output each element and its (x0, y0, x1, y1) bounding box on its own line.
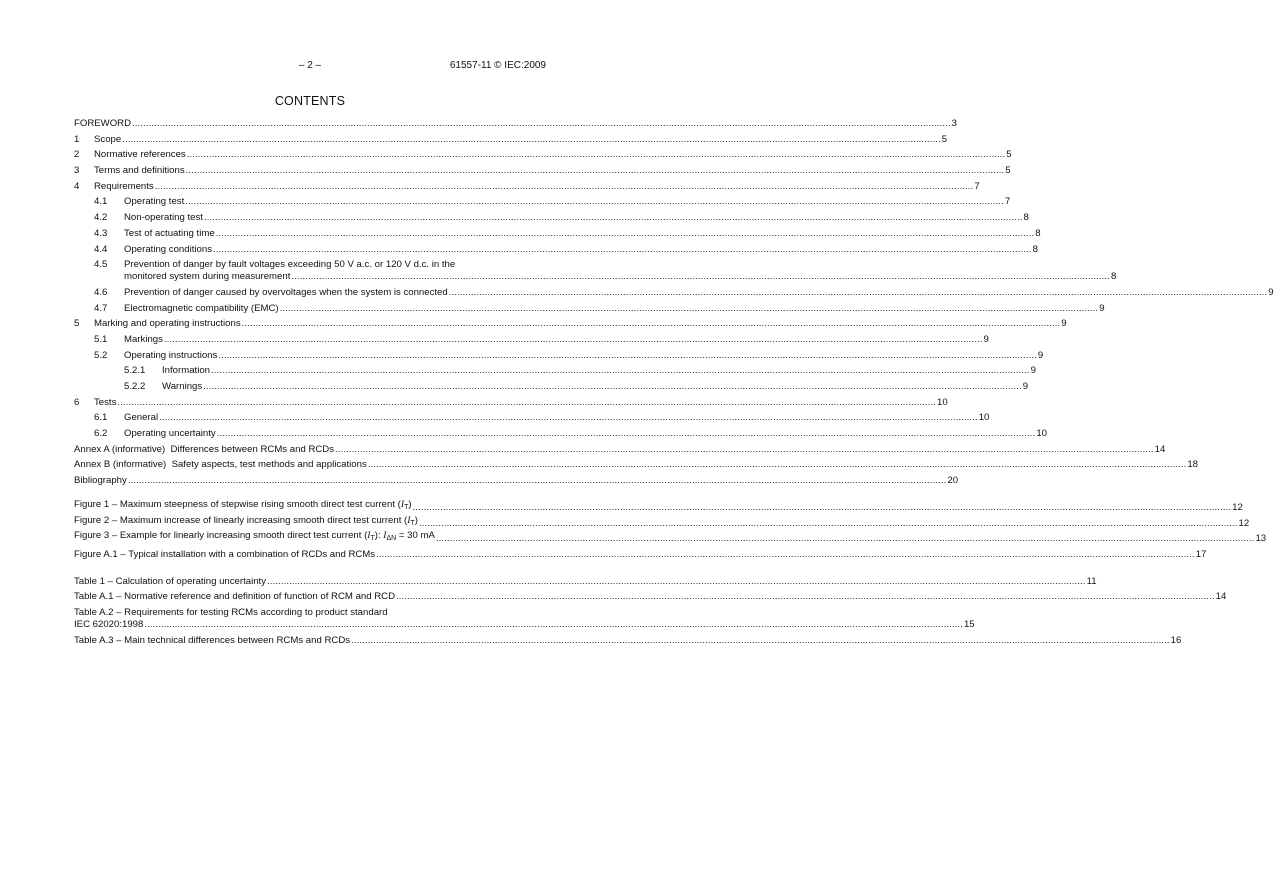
toc-number: 4.1 (94, 196, 108, 208)
figure-title: Figure 2 – Maximum increase of linearly increasing smooth direct test current $(I_T)$ (74, 514, 418, 527)
dot-leader (128, 475, 947, 487)
toc-number: 4.6 (94, 286, 108, 298)
toc-number: 4.7 (94, 302, 108, 314)
toc-entry-information[interactable] (74, 365, 1036, 377)
toc-entry-terms-definitions[interactable] (74, 165, 1011, 177)
toc-page: 14 (1215, 591, 1227, 603)
toc-entry-emc[interactable] (74, 302, 1105, 315)
toc-title: FOREWORD (74, 118, 132, 129)
table-entry-a2[interactable] (74, 606, 975, 631)
dot-leader (267, 576, 1086, 588)
toc-page: 3 (951, 118, 957, 129)
toc-entry-marking[interactable] (74, 318, 1067, 330)
toc-page: 17 (1195, 548, 1207, 560)
toc-title: Annex B (informative) Safety aspects, test methods and applications (74, 459, 367, 471)
toc-title: Test of actuating time (124, 227, 215, 239)
figure-title: Figure 1 – Maximum steepness of stepwise rising smooth direct test current $(I_T)$ (74, 498, 412, 511)
toc-title: Bibliography (74, 475, 127, 487)
toc-title-line2: monitored system during measurement (124, 271, 291, 283)
toc-page: 9 (1061, 318, 1067, 330)
toc-entry-operating-test[interactable] (74, 196, 1011, 208)
toc-number: 5.2.1 (124, 365, 146, 377)
dot-leader (351, 635, 1170, 647)
toc-title: Requirements (94, 180, 154, 192)
toc-entry-overvoltages[interactable] (74, 286, 1274, 299)
figure-entry-1[interactable] (74, 498, 1243, 514)
table-title: Table A.1 – Normative reference and definition of function of RCM and RCD (74, 591, 396, 603)
toc-entry-tests[interactable] (74, 396, 948, 409)
toc-page: 14 (1154, 443, 1166, 455)
toc-entry-actuating-time[interactable] (74, 227, 1041, 240)
toc-number: 6 (74, 396, 80, 408)
toc-title: Marking and operating instructions (94, 318, 241, 330)
toc-number: 5 (74, 318, 80, 330)
toc-page: 11 (1086, 575, 1097, 587)
dot-leader (368, 459, 1187, 471)
dot-leader (144, 619, 963, 631)
table-title-line1: Table A.2 – Requirements for testing RCMs according to product standard (74, 606, 388, 618)
toc-number: 6.2 (94, 428, 108, 440)
toc-number: 4.5 (94, 259, 108, 271)
toc-entry-operating-conditions[interactable] (74, 243, 1038, 256)
toc-title: Scope (94, 133, 122, 145)
toc-page: 10 (1036, 428, 1047, 440)
dot-leader (280, 303, 1099, 315)
toc-page: 15 (963, 618, 975, 630)
toc-number: 3 (74, 165, 80, 177)
toc-entry-annex-b[interactable] (74, 459, 1199, 471)
dot-leader (155, 181, 974, 193)
dot-leader (376, 549, 1195, 561)
toc-page: 5 (1005, 165, 1011, 177)
toc-title: Terms and definitions (94, 165, 185, 177)
dot-leader (117, 397, 936, 409)
toc-page: 7 (1004, 196, 1011, 208)
toc-title: Warnings (162, 381, 203, 392)
dot-leader (187, 149, 1006, 161)
table-title: Table 1 – Calculation of operating uncertainty (74, 575, 266, 587)
toc-page: 9 (1030, 365, 1036, 377)
dot-leader (211, 365, 1030, 377)
toc-title: Prevention of danger caused by overvoltages when the system is connected (124, 286, 448, 298)
dot-leader (159, 412, 978, 424)
toc-page: 20 (947, 475, 959, 487)
dot-leader (216, 228, 1035, 240)
toc-entry-warnings[interactable] (74, 381, 1029, 393)
toc-number: 5.2 (94, 349, 108, 361)
table-of-contents (74, 118, 1274, 650)
toc-entry-scope[interactable] (74, 133, 948, 146)
table-title: Table A.3 – Main technical differences between RCMs and RCDs (74, 634, 351, 646)
toc-number: 1 (74, 133, 80, 145)
toc-number: 5.1 (94, 333, 108, 345)
table-entry-1[interactable] (74, 575, 1097, 588)
toc-title: Normative references (94, 149, 186, 161)
dot-leader (204, 212, 1023, 224)
toc-title: Electromagnetic compatibility (EMC) (124, 302, 279, 314)
toc-number: 4.4 (94, 243, 108, 255)
toc-page: 9 (1022, 381, 1029, 392)
toc-number: 5.2.2 (124, 381, 146, 392)
dot-leader (213, 244, 1032, 256)
toc-page: 13 (1255, 533, 1267, 545)
toc-page: 8 (1032, 243, 1038, 255)
toc-page: 8 (1035, 227, 1041, 239)
figure-entry-a1[interactable] (74, 548, 1207, 561)
toc-number: 4.2 (94, 212, 108, 224)
toc-title: Operating instructions (124, 349, 218, 361)
dot-leader (164, 334, 983, 346)
dot-leader (185, 196, 1004, 208)
page-header (74, 60, 546, 74)
toc-entry-fault-voltages[interactable] (74, 259, 1117, 283)
toc-entry-operating-uncertainty[interactable] (74, 428, 1047, 440)
toc-entry-normative-references[interactable] (74, 149, 1012, 161)
section-gap (74, 565, 546, 576)
dot-leader (132, 118, 951, 130)
dot-leader (291, 271, 1110, 283)
dot-leader (396, 591, 1215, 603)
toc-page: 16 (1170, 634, 1182, 646)
toc-page: 9 (1099, 302, 1105, 314)
toc-page: 18 (1187, 459, 1199, 471)
toc-page: 7 (974, 180, 980, 192)
toc-page: 9 (1268, 286, 1274, 298)
dot-leader (218, 350, 1037, 362)
toc-page: 10 (978, 412, 990, 424)
table-title-line2: IEC 62020:1998 (74, 618, 144, 630)
figure-title: Figure 3 – Example for linearly increasing smooth direct test current $(I_T)$: $I_{\Delta N} = 30$ mA (74, 530, 435, 543)
toc-entry-operating-instructions[interactable] (74, 349, 1044, 362)
dot-leader (413, 502, 1232, 514)
table-entry-a1[interactable] (74, 591, 1227, 603)
toc-title: Markings (124, 333, 163, 345)
toc-entry-requirements[interactable] (74, 180, 980, 193)
dot-leader (203, 381, 1022, 393)
toc-title: Operating uncertainty (124, 428, 216, 440)
toc-page: 8 (1023, 212, 1029, 224)
toc-title: Operating test (124, 196, 185, 208)
toc-page: 5 (941, 133, 948, 145)
dot-leader (449, 287, 1268, 299)
toc-page: 10 (936, 396, 948, 408)
dot-leader (122, 134, 941, 146)
page-number: – 2 – (298, 60, 322, 71)
toc-page: 9 (1037, 349, 1044, 361)
figure-title: Figure A.1 – Typical installation with a combination of RCDs and RCMs (74, 548, 376, 560)
toc-entry-general[interactable] (74, 412, 990, 424)
toc-title: Annex A (informative) Differences between RCMs and RCDs (74, 443, 335, 455)
toc-entry-non-operating-test[interactable] (74, 212, 1029, 224)
toc-page: 9 (983, 333, 989, 345)
dot-leader (335, 444, 1154, 456)
toc-title-line1: Prevention of danger by fault voltages exceeding 50 V a.c. or 120 V d.c. in the (124, 259, 456, 271)
figure-entry-3[interactable] (74, 530, 1267, 545)
toc-number: 2 (74, 149, 80, 161)
toc-page: 5 (1006, 149, 1012, 161)
toc-title: General (124, 412, 159, 424)
toc-entry-markings[interactable] (74, 333, 989, 346)
toc-entry-foreword[interactable] (74, 118, 957, 130)
toc-number: 6.1 (94, 412, 108, 424)
toc-title: Non-operating test (124, 212, 203, 224)
figure-entry-2[interactable] (74, 514, 1250, 530)
toc-title: Information (162, 365, 210, 377)
dot-leader (242, 318, 1061, 330)
toc-page: 12 (1232, 501, 1243, 513)
document-reference: 61557-11 © IEC:2009 (449, 60, 546, 71)
toc-entry-annex-a[interactable] (74, 443, 1166, 456)
dot-leader (217, 428, 1036, 440)
toc-number: 4.3 (94, 227, 108, 239)
toc-number: 4 (74, 180, 80, 192)
dot-leader (186, 165, 1005, 177)
toc-page: 12 (1238, 517, 1250, 529)
toc-title: Operating conditions (124, 243, 212, 255)
toc-page: 8 (1110, 271, 1117, 283)
toc-title: Tests (94, 396, 117, 408)
dot-leader (436, 533, 1255, 545)
toc-entry-bibliography[interactable] (74, 475, 959, 487)
contents-title: CONTENTS (274, 94, 346, 108)
dot-leader (419, 518, 1238, 530)
table-entry-a3[interactable] (74, 634, 1182, 647)
